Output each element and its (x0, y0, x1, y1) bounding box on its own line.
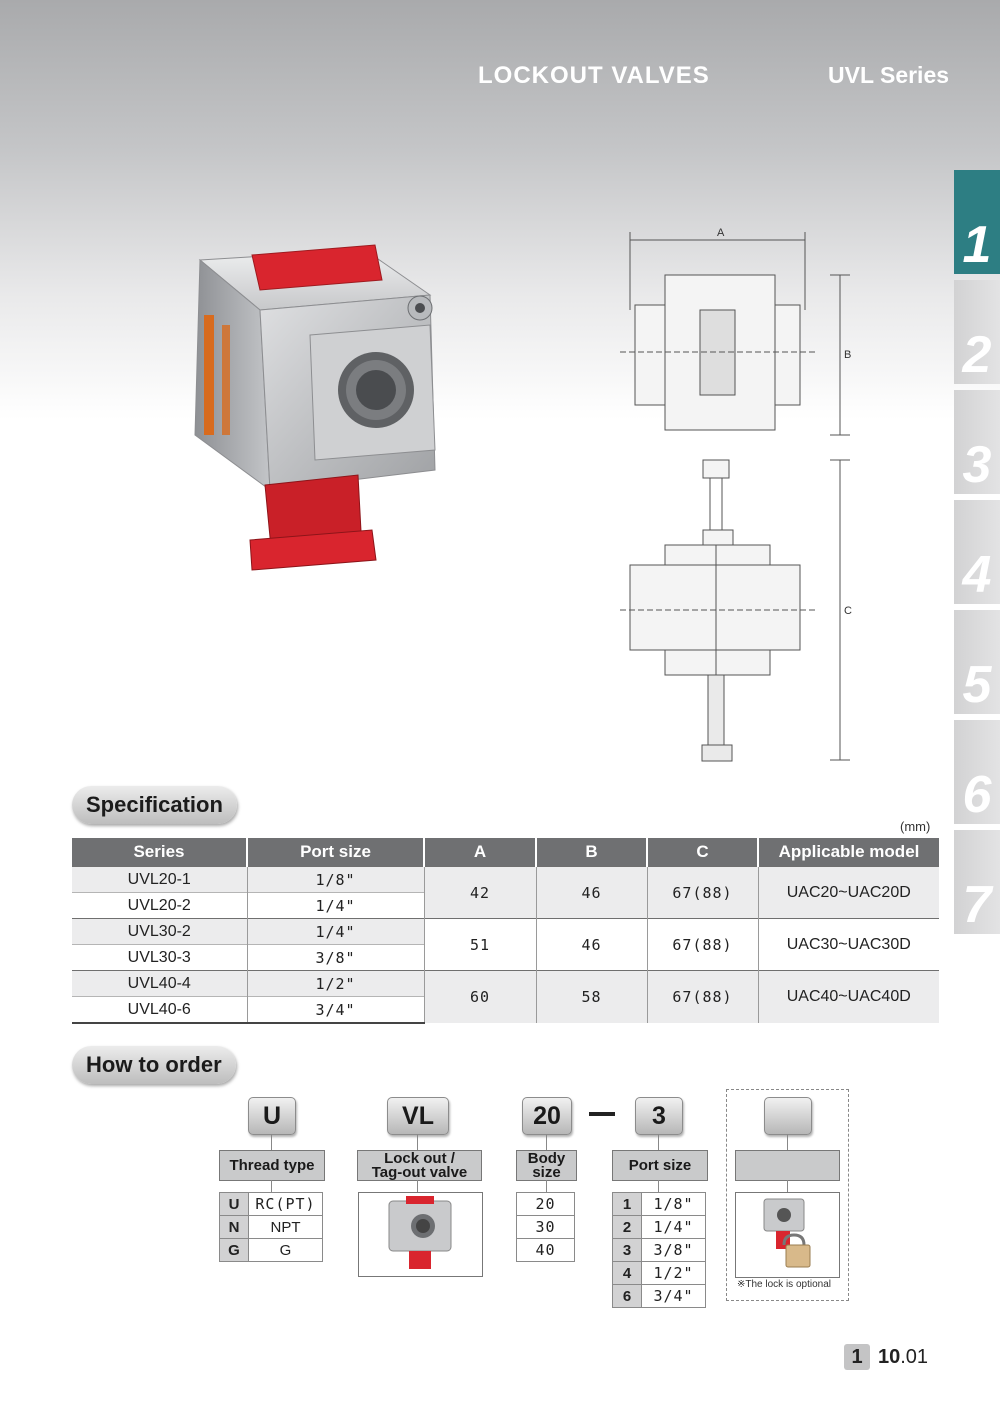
list-item (220, 1239, 323, 1262)
option-value: 40 (517, 1239, 575, 1262)
cell-series: UVL40-4 (72, 971, 247, 997)
cell-b: 46 (536, 867, 647, 919)
connector-line (271, 1134, 272, 1150)
connector-line (658, 1180, 659, 1192)
list-item (613, 1239, 706, 1262)
connector-line (417, 1180, 418, 1192)
connector-line (417, 1134, 418, 1150)
cell-port: 1/8" (247, 867, 424, 893)
dim-b-label: B (844, 349, 852, 361)
dim-c-label: C (844, 605, 852, 617)
col-b: B (536, 838, 647, 867)
list-item (517, 1193, 575, 1216)
label-body-size-line2: size (532, 1163, 561, 1181)
list-item (613, 1262, 706, 1285)
cell-series: UVL40-6 (72, 997, 247, 1024)
cell-port: 3/4" (247, 997, 424, 1024)
unit-label: (mm) (900, 819, 931, 834)
tab-chapter-1[interactable]: 1 (954, 170, 1000, 274)
table-row (72, 971, 939, 997)
cell-a: 60 (424, 971, 536, 1024)
lock-thumbnail (735, 1192, 840, 1278)
table-header-row (72, 838, 939, 867)
option-value: 3/4" (642, 1285, 706, 1308)
option-value: RC(PT) (249, 1193, 323, 1216)
option-value: 1/2" (642, 1262, 706, 1285)
label-port-size: Port size (612, 1150, 708, 1181)
option-value: 20 (517, 1193, 575, 1216)
cell-port: 1/2" (247, 971, 424, 997)
label-option (735, 1150, 840, 1181)
order-heading: How to order (72, 1046, 236, 1084)
cell-a: 51 (424, 919, 536, 971)
tab-chapter-7[interactable]: 7 (954, 830, 1000, 934)
port-options-table (612, 1192, 706, 1308)
option-value: 1/8" (642, 1193, 706, 1216)
cell-port: 1/4" (247, 919, 424, 945)
page-number (878, 1344, 928, 1370)
valve-thumbnail (358, 1192, 483, 1277)
cell-series: UVL20-1 (72, 867, 247, 893)
connector-line (658, 1134, 659, 1150)
cell-series: UVL20-2 (72, 893, 247, 919)
code-body-size: 20 (522, 1097, 572, 1135)
cell-b: 46 (536, 919, 647, 971)
list-item (517, 1239, 575, 1262)
tab-chapter-2[interactable]: 2 (954, 280, 1000, 384)
list-item (517, 1216, 575, 1239)
tab-chapter-4[interactable]: 4 (954, 500, 1000, 604)
label-valve-type-line1: Lock out / (384, 1149, 455, 1167)
series-title: UVL Series (828, 62, 950, 88)
option-value: 1/4" (642, 1216, 706, 1239)
cell-c: 67(88) (647, 971, 758, 1024)
col-a: A (424, 838, 536, 867)
option-value: NPT (249, 1216, 323, 1239)
option-code: U (220, 1193, 249, 1216)
option-value: 30 (517, 1216, 575, 1239)
option-code: 4 (613, 1262, 642, 1285)
option-value: G (249, 1239, 323, 1262)
cell-c: 67(88) (647, 919, 758, 971)
page-chapter: 1 (844, 1344, 870, 1370)
option-code: N (220, 1216, 249, 1239)
valve-thumbnail-image (359, 1193, 482, 1276)
spec-heading: Specification (72, 786, 237, 824)
cell-model: UAC40~UAC40D (758, 971, 939, 1024)
list-item (613, 1193, 706, 1216)
option-code: 2 (613, 1216, 642, 1239)
label-valve-type (357, 1150, 482, 1181)
option-code: G (220, 1239, 249, 1262)
cell-a: 42 (424, 867, 536, 919)
option-value: 3/8" (642, 1239, 706, 1262)
code-port-size: 3 (635, 1097, 683, 1135)
lock-optional-note: ※The lock is optional (737, 1279, 831, 1290)
connector-line (271, 1180, 272, 1192)
cell-port: 3/8" (247, 945, 424, 971)
list-item (220, 1216, 323, 1239)
chapter-tabs (954, 170, 1000, 940)
code-separator (589, 1112, 615, 1116)
code-thread-type: U (248, 1097, 296, 1135)
page-number-main: 10 (878, 1346, 901, 1368)
thread-options-table (219, 1192, 323, 1262)
option-code: 3 (613, 1239, 642, 1262)
lock-thumbnail-image (736, 1193, 839, 1277)
list-item (613, 1216, 706, 1239)
option-code: 1 (613, 1193, 642, 1216)
tab-chapter-6[interactable]: 6 (954, 720, 1000, 824)
label-body-size-line1: Body (527, 1149, 566, 1167)
connector-line (787, 1134, 788, 1150)
cell-port: 1/4" (247, 893, 424, 919)
cell-series: UVL30-3 (72, 945, 247, 971)
dim-a-label: A (717, 227, 725, 239)
connector-line (787, 1180, 788, 1192)
tab-chapter-5[interactable]: 5 (954, 610, 1000, 714)
page-title: LOCKOUT VALVES (478, 62, 710, 89)
code-valve-type: VL (387, 1097, 449, 1135)
connector-line (546, 1134, 547, 1150)
col-model: Applicable model (758, 838, 939, 867)
tab-chapter-3[interactable]: 3 (954, 390, 1000, 494)
body-options-table (516, 1192, 575, 1262)
cell-series: UVL30-2 (72, 919, 247, 945)
col-c: C (647, 838, 758, 867)
valve-product-photo (140, 220, 460, 600)
code-option (764, 1097, 812, 1135)
label-body-size (516, 1150, 577, 1181)
label-valve-type-line2: Tag-out valve (371, 1163, 468, 1181)
option-code: 6 (613, 1285, 642, 1308)
connector-line (546, 1180, 547, 1192)
col-port-size: Port size (247, 838, 424, 867)
cell-b: 58 (536, 971, 647, 1024)
label-thread-type: Thread type (219, 1150, 325, 1181)
col-series: Series (72, 838, 247, 867)
cell-c: 67(88) (647, 867, 758, 919)
list-item (613, 1285, 706, 1308)
cell-model: UAC20~UAC20D (758, 867, 939, 919)
dimension-drawing (600, 220, 860, 775)
cell-model: UAC30~UAC30D (758, 919, 939, 971)
page-number-sub: .01 (900, 1346, 929, 1368)
spec-table (72, 838, 939, 1024)
list-item (220, 1193, 323, 1216)
table-row (72, 919, 939, 945)
table-row (72, 867, 939, 893)
